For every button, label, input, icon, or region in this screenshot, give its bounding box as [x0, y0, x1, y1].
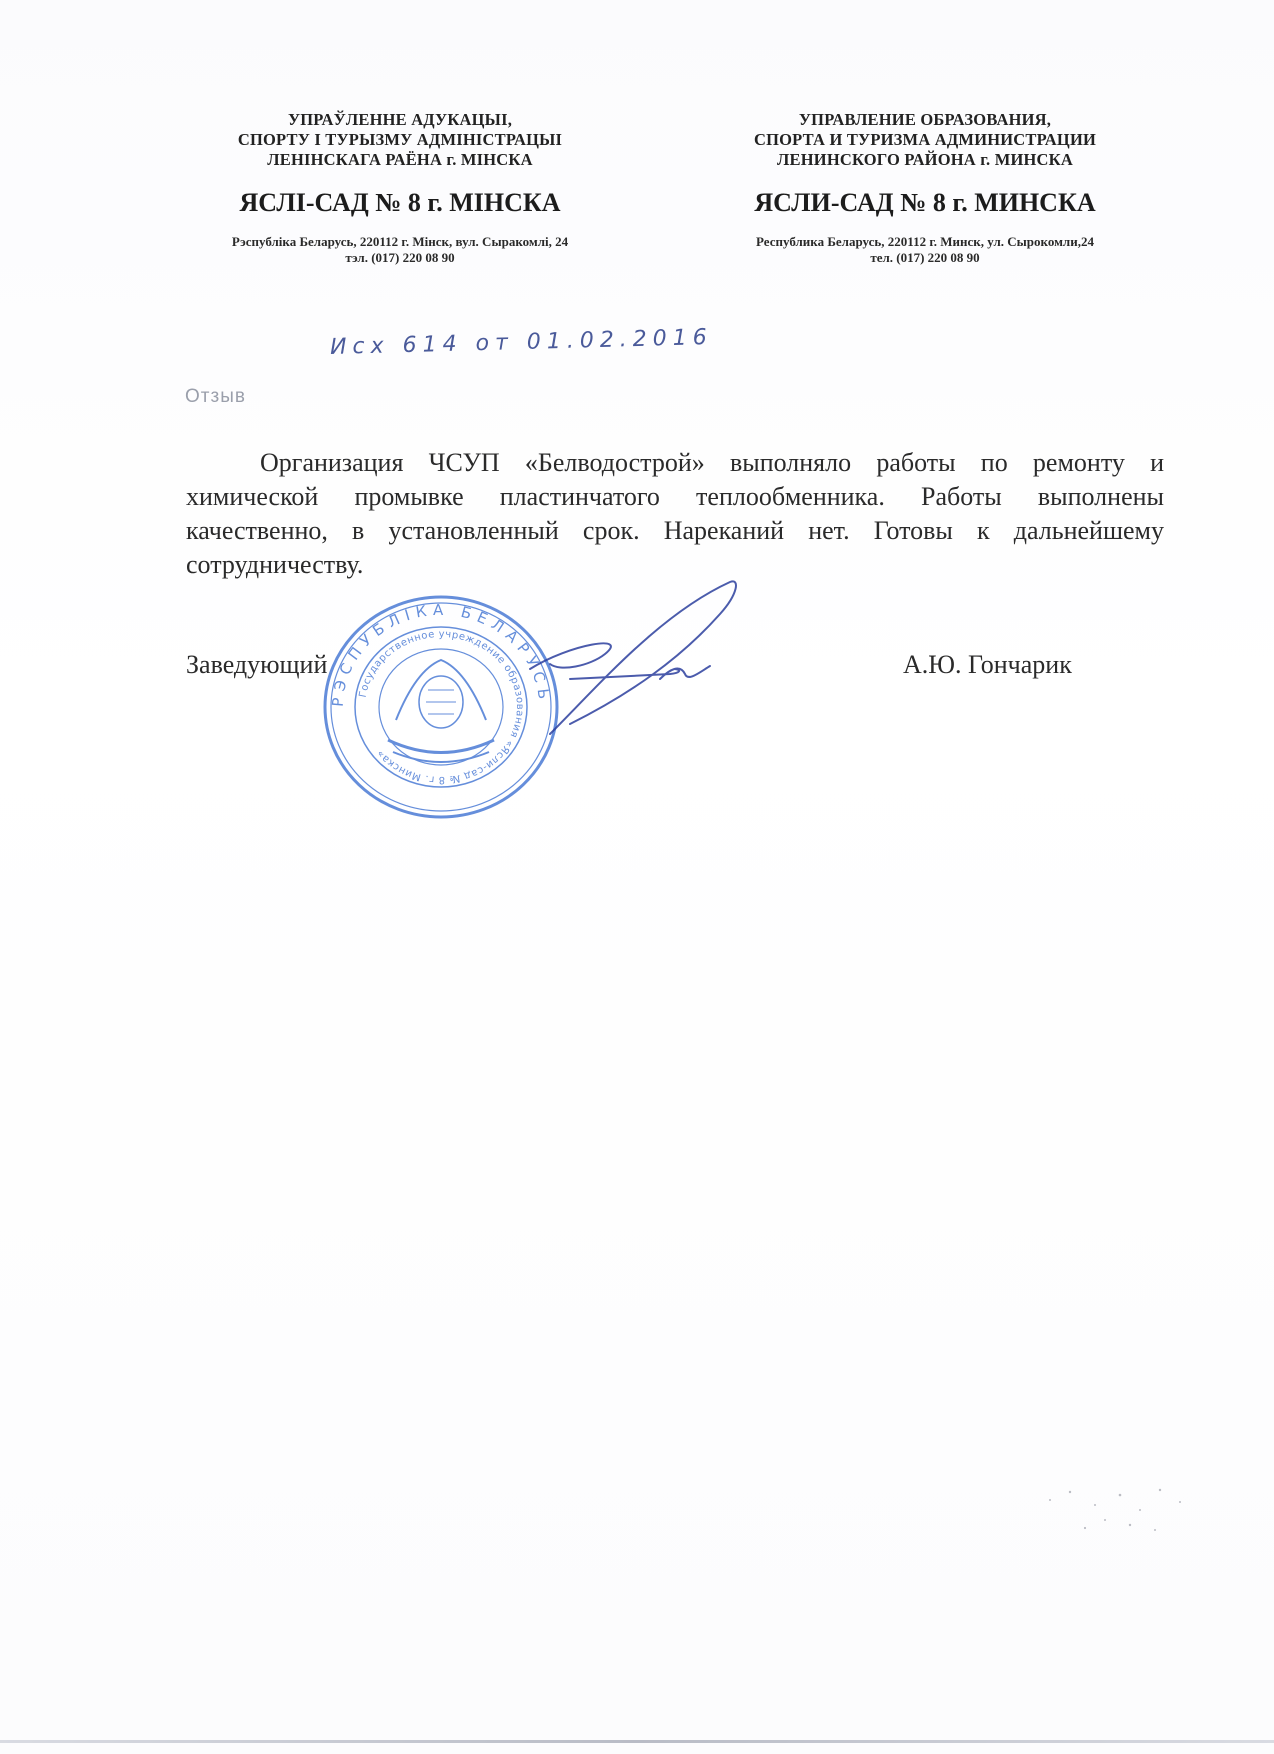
header-line: УПРАЎЛЕННЕ АДУКАЦЫІ, — [287, 110, 513, 129]
signature-icon — [510, 574, 750, 754]
signatory-name: А.Ю. Гончарик — [903, 650, 1072, 679]
header-line: УПРАВЛЕНИЕ ОБРАЗОВАНИЯ, — [798, 110, 1052, 129]
stamp-outer-text: РЭСПУБЛІКА БЕЛАРУСЬ — [328, 600, 554, 708]
org-phone: тэл. (017) 220 08 90 — [345, 250, 455, 265]
handwritten-registration-note: Исх 614 от 01.02.2016 — [329, 324, 714, 361]
org-address: Рэспубліка Беларусь, 220112 г. Мінск, вул. Сыракомлі, 24 — [231, 234, 569, 249]
handwritten-signature — [510, 574, 750, 754]
scan-edge — [0, 1740, 1274, 1743]
header-belarusian — [165, 110, 635, 266]
document-type: Отзыв — [185, 386, 246, 407]
org-name: ЯСЛІ-САД № 8 г. МІНСКА — [239, 188, 561, 217]
header-russian — [690, 110, 1160, 266]
signatory-title: Заведующий — [186, 650, 328, 679]
letter-body: Организация ЧСУП «Белводострой» выполняло работы по ремонту и химической промывке пластинчатого теплообменника. Работы выполнены качественно, в установленный срок. Нареканий нет. Готовы к дальнейшему сотрудничеству. — [186, 448, 1164, 579]
header-line: ЛЕНІНСКАГА РАЁНА г. МІНСКА — [267, 150, 533, 169]
header-line: СПОРТА И ТУРИЗМА АДМИНИСТРАЦИИ — [753, 130, 1097, 149]
header-line: СПОРТУ І ТУРЫЗМУ АДМІНІСТРАЦЫІ — [237, 130, 563, 149]
stamp-inner-text: Государственное учреждение образования «Ясли-сад № 8 г. Минска» — [357, 628, 526, 786]
org-address: Республика Беларусь, 220112 г. Минск, ул. Сырокомли,24 — [756, 234, 1094, 249]
scan-noise — [1040, 1480, 1220, 1540]
org-name: ЯСЛИ-САД № 8 г. МИНСКА — [754, 188, 1096, 217]
header-line: ЛЕНИНСКОГО РАЙОНА г. МИНСКА — [777, 150, 1073, 169]
org-phone: тел. (017) 220 08 90 — [870, 250, 980, 265]
